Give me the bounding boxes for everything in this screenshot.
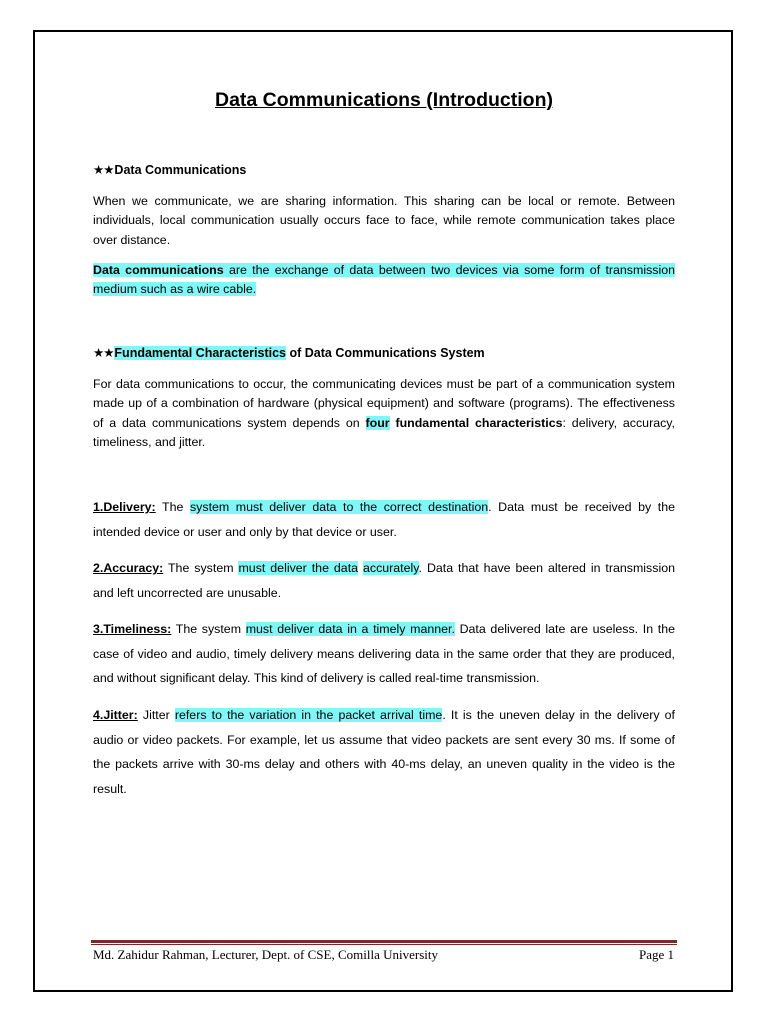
item-highlight: must deliver data in a timely manner. <box>245 622 455 636</box>
definition-term: Data communications <box>93 263 224 277</box>
char-four: four <box>365 415 390 430</box>
star-bullet-icon: ★★ <box>93 346 114 360</box>
page-title: Data Communications (Introduction) <box>215 89 553 111</box>
section-heading-data-communications <box>93 162 246 177</box>
item-text: . Data that have been altered in transmission and left uncorrected are unusable. <box>93 561 675 600</box>
item-text: The system <box>163 561 239 575</box>
footer-rule-thick <box>91 940 677 943</box>
footer-author: Md. Zahidur Rahman, Lecturer, Dept. of CSE, Comilla University <box>93 947 438 962</box>
definition-highlight <box>93 263 675 296</box>
star-bullet-icon: ★★ <box>93 163 114 177</box>
item-highlight: accurately <box>362 561 419 575</box>
footer-page-number: Page 1 <box>638 947 674 962</box>
heading-highlight: Fundamental Characteristics <box>114 346 287 360</box>
item-highlight: refers to the variation in the packet arrival time <box>174 708 443 722</box>
char-text-start: For data communications to occur, the communicating devices must be part of a communication system made up of a combination of hardware (physical equipment) and software (programs). The effectiveness of a data communications system depends on <box>93 377 675 430</box>
item-label: 2.Accuracy: <box>93 561 164 575</box>
characteristics-paragraph <box>93 375 675 452</box>
char-fundamental: fundamental characteristics <box>389 415 563 430</box>
item-accuracy <box>93 556 675 605</box>
item-label: 4.Jitter: <box>93 708 138 722</box>
item-label: 3.Timeliness: <box>93 622 172 636</box>
definition-text: are the exchange of data between two devices via some form of transmission medium such as a wire cable. <box>93 263 675 297</box>
item-text: Jitter <box>137 708 175 722</box>
item-text: . Data must be received by the intended device or user and only by that device or user. <box>93 500 675 539</box>
item-highlight: system must deliver data to the correct destination <box>189 500 489 514</box>
heading-rest: of Data Communications System <box>286 346 485 360</box>
intro-text: When we communicate, we are sharing information. This sharing can be local or remote. Between individuals, local communication usually occurs face to face, while remote communication takes place over distance. <box>93 194 675 247</box>
item-delivery <box>93 495 675 544</box>
item-text: The system <box>171 622 246 636</box>
footer-rule-thin <box>91 944 677 945</box>
intro-paragraph <box>93 192 675 250</box>
item-timeliness <box>93 617 675 691</box>
item-text: Data delivered late are useless. In the case of video and audio, timely delivery means delivering data in the same order that they are produced, and without significant delay. This kind of delivery is called real-time transmission. <box>93 622 675 685</box>
item-text: The <box>155 500 190 514</box>
definition-paragraph <box>93 261 675 300</box>
item-highlight: must deliver the data <box>238 561 359 575</box>
item-text: . It is the uneven delay in the delivery of audio or video packets. For example, let us assume that video packets are sent every 30 ms. If some of the packets arrive with 30-ms delay and others with 40-ms delay, an uneven quality in the video is the result. <box>93 708 675 796</box>
item-label: 1.Delivery: <box>93 500 156 514</box>
char-text-end: : delivery, accuracy, timeliness, and jitter. <box>93 415 676 449</box>
section-heading-fundamental <box>93 345 485 360</box>
section-heading-text: Data Communications <box>114 163 247 177</box>
item-jitter <box>93 703 675 801</box>
